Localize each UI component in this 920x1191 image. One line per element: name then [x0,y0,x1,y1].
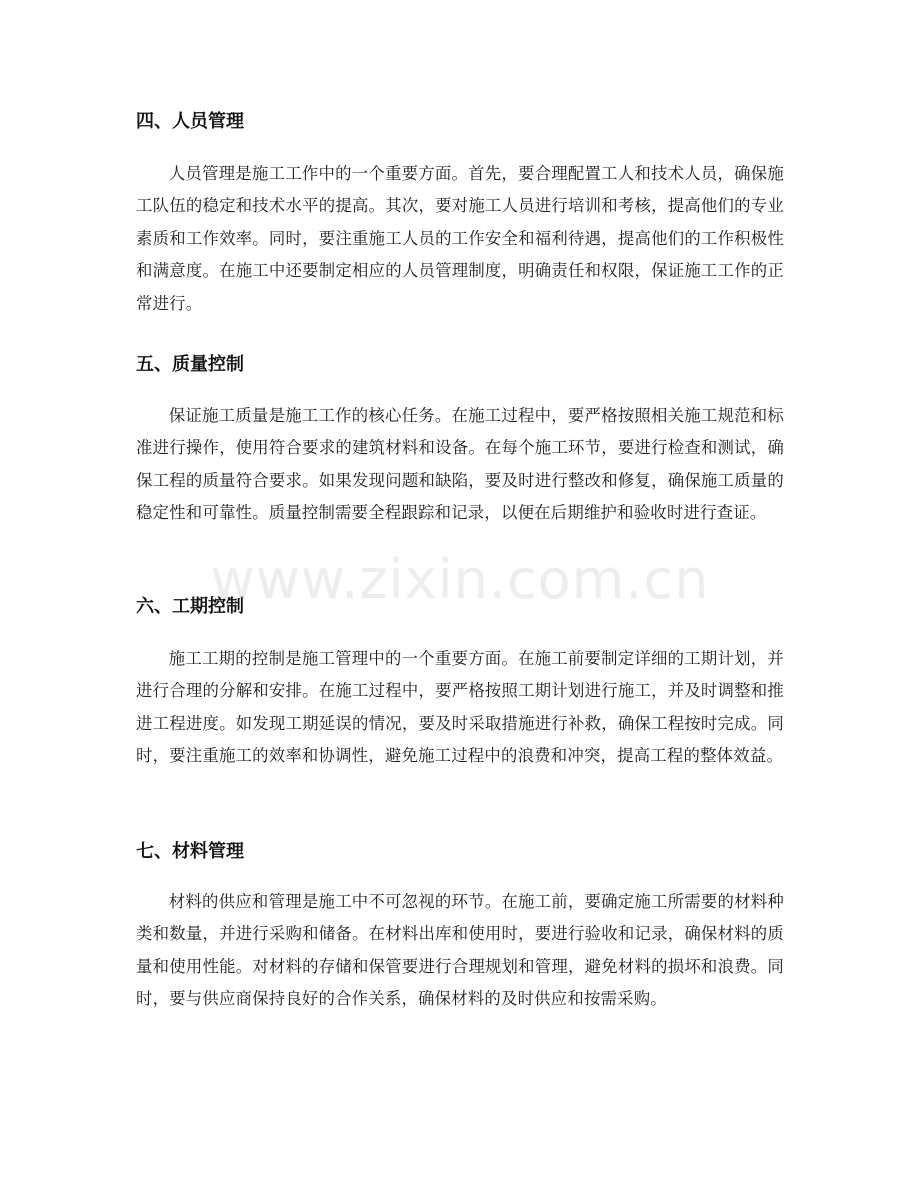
section-heading-personnel: 四、人员管理 [136,111,244,132]
section-body-quality: 保证施工质量是施工工作的核心任务。在施工过程中，要严格按照相关施工规范和标准进行操作，使用符合要求的建筑材料和设备。在每个施工环节，要进行检查和测试，确保工程的质量符合要求。如果发现问题和缺陷，要及时进行整改和修复，确保施工质量的稳定性和可靠性。质量控制需要全程跟踪和记录，以便在后期维护和验收时进行查证。 [136,406,784,523]
section-heading-schedule: 六、工期控制 [136,596,244,617]
section-heading-quality: 五、质量控制 [136,354,244,375]
section-body-schedule: 施工工期的控制是施工管理中的一个重要方面。在施工前要制定详细的工期计划，并进行合理的分解和安排。在施工过程中，要严格按照工期计划进行施工，并及时调整和推进工程进度。如发现工期延误的情况，要及时采取措施进行补救，确保工程按时完成。同时，要注重施工的效率和协调性，避免施工过程中的浪费和冲突，提高工程的整体效益。 [136,649,784,766]
watermark: www.zixin.com.cn [210,548,710,611]
section-body-personnel: 人员管理是施工工作中的一个重要方面。首先，要合理配置工人和技术人员，确保施工队伍的稳定和技术水平的提高。其次，要对施工人员进行培训和考核，提高他们的专业素质和工作效率。同时，要注重施工人员的工作安全和福利待遇，提高他们的工作积极性和满意度。在施工中还要制定相应的人员管理制度，明确责任和权限，保证施工工作的正常进行。 [136,164,784,313]
section-heading-materials: 七、材料管理 [136,841,244,862]
section-body-materials: 材料的供应和管理是施工中不可忽视的环节。在施工前，要确定施工所需要的材料种类和数量，并进行采购和储备。在材料出库和使用时，要进行验收和记录，确保材料的质量和使用性能。对材料的存储和保管要进行合理规划和管理，避免材料的损坏和浪费。同时，要与供应商保持良好的合作关系，确保材料的及时供应和按需采购。 [136,892,784,1009]
